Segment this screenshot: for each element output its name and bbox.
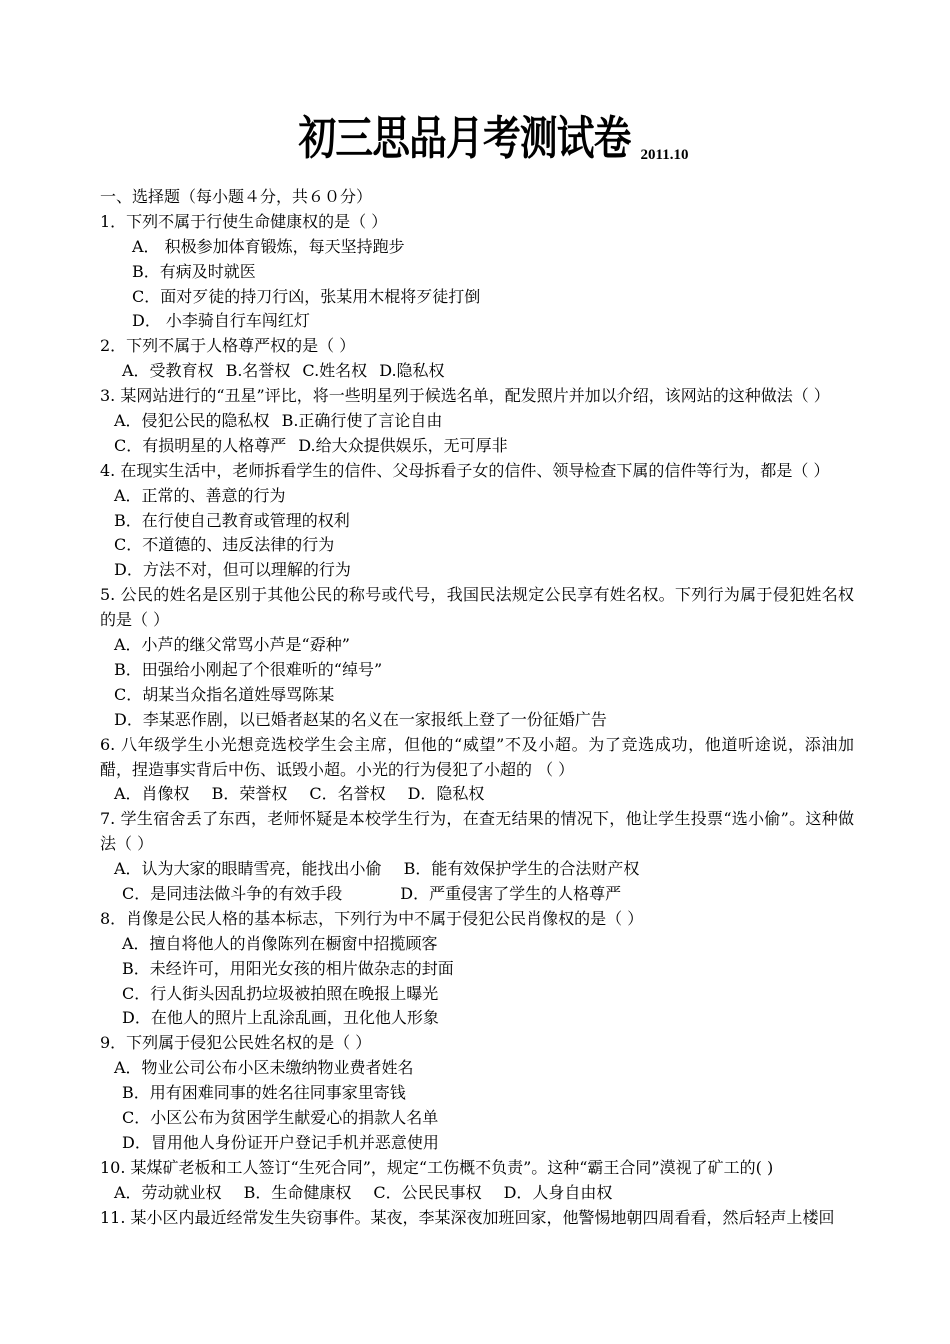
question-7-option-b: B．能有效保护学生的合法财产权 [403, 859, 640, 879]
question-3-options-cd [100, 434, 854, 459]
question-2-stem: 2．下列不属于人格尊严权的是（ ） [100, 336, 356, 356]
question-8-option-b: B．未经许可，用阳光女孩的相片做杂志的封面 [122, 958, 454, 978]
exam-body [100, 185, 854, 1231]
question-7-options-cd [100, 882, 854, 907]
question-5-option-d: D．李某恶作剧，以已婚者赵某的名义在一家报纸上登了一份征婚广告 [114, 709, 607, 729]
question-4-option-b: B．在行使自己教育或管理的权利 [114, 510, 350, 530]
question-8-option-a: A．擅自将他人的肖像陈列在橱窗中招揽顾客 [122, 933, 438, 953]
question-4-option-d: D．方法不对，但可以理解的行为 [114, 560, 351, 580]
question-11-stem: 11. 某小区内最近经常发生失窃事件。某夜，李某深夜加班回家，他警惕地朝四周看看，然后轻声上楼回 [100, 1207, 835, 1227]
question-6-options [100, 782, 854, 807]
question-1-option-c: C．面对歹徒的持刀行凶，张某用木棍将歹徒打倒 [132, 286, 481, 306]
question-5-option-c: C．胡某当众指名道姓辱骂陈某 [114, 684, 335, 704]
question-1-option-b: B．有病及时就医 [132, 261, 256, 281]
question-1-stem: 1．下列不属于行使生命健康权的是（ ） [100, 211, 388, 231]
question-10-options [100, 1181, 854, 1206]
question-6-option-b: B．荣誉权 [211, 784, 288, 804]
page-title: 初三思品月考测试卷 [297, 111, 631, 165]
question-2-option-a: A．受教育权 [122, 361, 214, 381]
question-4-stem: 4. 在现实生活中，老师拆看学生的信件、父母拆看子女的信件、领导检查下属的信件等行为，都是（ ） [100, 460, 830, 480]
question-9-option-a: A．物业公司公布小区未缴纳物业费者姓名 [114, 1058, 414, 1078]
question-3-option-a: A．侵犯公民的隐私权 [114, 411, 270, 431]
question-8-option-d: D．在他人的照片上乱涂乱画，丑化他人形象 [122, 1008, 439, 1028]
question-2-option-d: D.隐私权 [379, 361, 445, 381]
question-10-option-b: B．生命健康权 [243, 1182, 352, 1202]
question-8-option-c: C．行人街头因乱扔垃圾被拍照在晚报上曝光 [122, 983, 439, 1003]
question-7-stem: 7. 学生宿舍丢了东西，老师怀疑是本校学生行为，在查无结果的情况下，他让学生投票“选小偷”。这种做法（ ） [100, 809, 854, 854]
question-5-option-a: A．小芦的继父常骂小芦是“孬种” [114, 635, 350, 655]
question-6-option-a: A．肖像权 [114, 784, 190, 804]
question-2-option-b: B.名誉权 [225, 361, 291, 381]
question-5-option-b: B．田强给小刚起了个很难听的“绰号” [114, 659, 383, 679]
question-7-option-c: C．是同违法做斗争的有效手段 [122, 884, 343, 904]
question-10-option-a: A．劳动就业权 [114, 1182, 222, 1202]
question-7-option-a: A．认为大家的眼睛雪亮，能找出小偷 [114, 859, 382, 879]
question-10-option-d: D．人身自由权 [503, 1182, 613, 1202]
question-9-stem: 9．下列属于侵犯公民姓名权的是（ ） [100, 1033, 372, 1053]
question-7-option-d: D．严重侵害了学生的人格尊严 [400, 884, 622, 904]
question-3-option-c: C．有损明星的人格尊严 [114, 435, 287, 455]
question-9-option-b: B．用有困难同事的姓名往同事家里寄钱 [122, 1083, 406, 1103]
question-4-option-a: A．正常的、善意的行为 [114, 485, 286, 505]
question-2-option-c: C.姓名权 [302, 361, 368, 381]
question-3-option-b: B.正确行使了言论自由 [281, 411, 443, 431]
question-2-options [100, 359, 854, 384]
question-7-options-ab [100, 857, 854, 882]
question-10-option-c: C．公民民事权 [373, 1182, 482, 1202]
question-9-option-d: D．冒用他人身份证开户登记手机并恶意使用 [122, 1132, 439, 1152]
question-4-option-c: C．不道德的、违反法律的行为 [114, 535, 335, 555]
question-6-option-d: D．隐私权 [407, 784, 485, 804]
question-3-option-d: D.给大众提供娱乐，无可厚非 [298, 435, 508, 455]
question-6-option-c: C．名誉权 [309, 784, 386, 804]
question-3-stem: 3. 某网站进行的“丑星”评比，将一些明星列于候选名单，配发照片并加以介绍，该网站的这种做法（ ） [100, 386, 830, 406]
question-9-option-c: C．小区公布为贫困学生献爱心的捐款人名单 [122, 1108, 439, 1128]
section-heading: 一、选择题（每小题４分，共６０分） [100, 187, 373, 206]
question-10-stem: 10. 某煤矿老板和工人签订“生死合同”，规定“工伤概不负责”。这种“霸王合同”漠视了矿工的( ) [100, 1157, 774, 1177]
question-8-stem: 8．肖像是公民人格的基本标志，下列行为中不属于侵犯公民肖像权的是（ ） [100, 908, 644, 928]
question-3-options-ab [100, 409, 854, 434]
question-1-option-d: D． 小李骑自行车闯红灯 [132, 311, 310, 331]
exam-date: 2011.10 [640, 147, 689, 163]
header [0, 108, 950, 168]
question-5-stem: 5. 公民的姓名是区别于其他公民的称号或代号，我国民法规定公民享有姓名权。下列行为属于侵犯姓名权的是（ ） [100, 585, 854, 630]
question-1-option-a: A． 积极参加体育锻炼，每天坚持跑步 [132, 236, 405, 256]
question-6-stem: 6. 八年级学生小光想竞选校学生会主席，但他的“威望”不及小超。为了竞选成功，他道听途说，添油加醋，捏造事实背后中伤、诋毁小超。小光的行为侵犯了小超的 （ ） [100, 734, 854, 779]
